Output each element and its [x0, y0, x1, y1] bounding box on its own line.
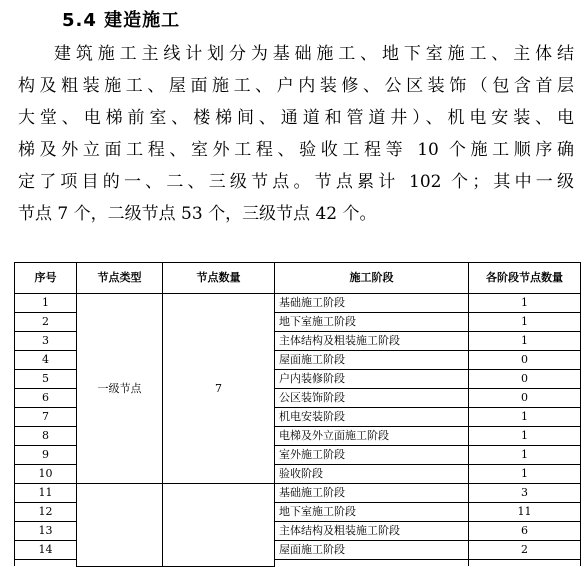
node-count-cell: 7 [163, 294, 275, 484]
stage-count-cell: 6 [469, 522, 581, 541]
node-count-cell [163, 484, 275, 567]
row-number: 6 [15, 389, 77, 408]
table-row [15, 294, 581, 313]
body-paragraph [18, 38, 574, 230]
stage-count-cell: 0 [469, 389, 581, 408]
row-number: 9 [15, 446, 77, 465]
row-number: 12 [15, 503, 77, 522]
stage-count-cell: 1 [469, 313, 581, 332]
stage-count-cell: 1 [469, 408, 581, 427]
row-number: 4 [15, 351, 77, 370]
header-node-type: 节点类型 [77, 263, 163, 294]
stage-count-cell: 2 [469, 541, 581, 560]
row-number: 1 [15, 294, 77, 313]
stage-cell: 室外施工阶段 [275, 446, 469, 465]
row-number: 2 [15, 313, 77, 332]
stage-cell: 主体结构及粗装施工阶段 [275, 332, 469, 351]
stage-cell: 地下室施工阶段 [275, 503, 469, 522]
row-number: 7 [15, 408, 77, 427]
row-number: 3 [15, 332, 77, 351]
row-number [15, 560, 77, 567]
row-number: 11 [15, 484, 77, 503]
stage-cell: 户内装修阶段 [275, 370, 469, 389]
node-table [14, 262, 581, 567]
stage-cell: 地下室施工阶段 [275, 313, 469, 332]
paragraph-line: 节点 7 个，二级节点 53 个，三级节点 42 个。 [18, 204, 377, 224]
stage-count-cell: 1 [469, 332, 581, 351]
paragraph-line: 建筑施工主线计划分为基础施工、地下室施工、主体结 [54, 44, 574, 64]
stage-cell: 验收阶段 [275, 465, 469, 484]
stage-count-cell: 0 [469, 370, 581, 389]
paragraph-line: 大堂、电梯前室、楼梯间、通道和管道井）、机电安装、电 [18, 108, 574, 128]
stage-count-cell: 0 [469, 351, 581, 370]
section-heading: 5.4 建造施工 [62, 10, 181, 31]
stage-count-cell [469, 560, 581, 567]
stage-count-cell: 11 [469, 503, 581, 522]
stage-count-cell: 1 [469, 294, 581, 313]
stage-cell: 屋面施工阶段 [275, 541, 469, 560]
stage-count-cell: 1 [469, 446, 581, 465]
stage-cell: 基础施工阶段 [275, 484, 469, 503]
node-type-cell [77, 484, 163, 567]
stage-cell: 主体结构及粗装施工阶段 [275, 522, 469, 541]
table-row [15, 484, 581, 503]
stage-cell: 基础施工阶段 [275, 294, 469, 313]
table-header-row [15, 263, 581, 294]
paragraph-line: 定了项目的一、二、三级节点。节点累计 102 个；其中一级 [18, 172, 574, 192]
stage-count-cell: 3 [469, 484, 581, 503]
stage-count-cell: 1 [469, 465, 581, 484]
stage-cell: 电梯及外立面施工阶段 [275, 427, 469, 446]
row-number: 8 [15, 427, 77, 446]
row-number: 13 [15, 522, 77, 541]
node-type-cell: 一级节点 [77, 294, 163, 484]
stage-cell: 机电安装阶段 [275, 408, 469, 427]
stage-cell: 屋面施工阶段 [275, 351, 469, 370]
header-stage-count: 各阶段节点数量 [469, 263, 581, 294]
row-number: 10 [15, 465, 77, 484]
header-node-count: 节点数量 [163, 263, 275, 294]
paragraph-line: 梯及外立面工程、室外工程、验收工程等 10 个施工顺序确 [18, 140, 574, 160]
header-stage: 施工阶段 [275, 263, 469, 294]
row-number: 5 [15, 370, 77, 389]
paragraph-line: 构及粗装施工、屋面施工、户内装修、公区装饰（包含首层 [18, 76, 574, 96]
stage-cell [275, 560, 469, 567]
row-number: 14 [15, 541, 77, 560]
stage-count-cell: 1 [469, 427, 581, 446]
stage-cell: 公区装饰阶段 [275, 389, 469, 408]
header-serial: 序号 [15, 263, 77, 294]
